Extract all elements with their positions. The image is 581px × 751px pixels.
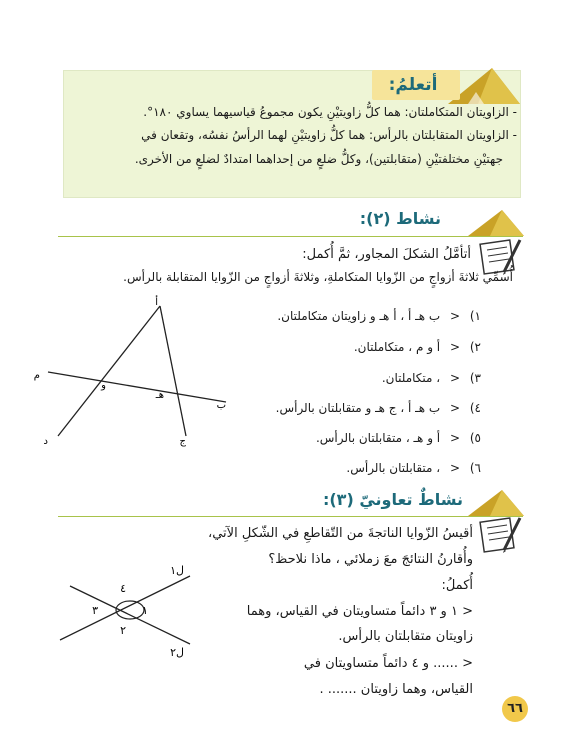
- angle-symbol: <: [462, 604, 473, 619]
- item-text: ، متقابلتان بالرأس.: [346, 461, 441, 475]
- line-text: ...... و ٤ دائماً متساويتان في: [303, 656, 458, 671]
- bullet-mark: -: [512, 105, 517, 119]
- line-l2: [70, 586, 190, 644]
- bullet-text: الزاويتان المتقابلتان بالرأس: هما كلُّ زاويتيْنِ لهما الرأسُ نفسُه، وتقعان في: [141, 128, 509, 142]
- item-number: ٤): [469, 401, 481, 415]
- activity3-line3: [247, 603, 473, 621]
- angle-symbol: <: [449, 371, 461, 385]
- label-alef: أ: [155, 297, 158, 308]
- item-text: ب هـ أ ، ج هـ و متقابلتان بالرأس.: [275, 401, 441, 415]
- label-angle-4: ٤: [120, 582, 126, 595]
- label-mim: م: [33, 370, 40, 381]
- page-number: ٦٦: [502, 696, 528, 722]
- activity2-intro: أتأمَّلُ الشكلَ المجاور، ثمَّ أُكمل:: [302, 247, 471, 262]
- activity2-item-6: [346, 459, 481, 477]
- activity2-item-5: [316, 429, 481, 447]
- bullet-mark: -: [512, 128, 517, 142]
- angle-symbol: <: [449, 340, 461, 354]
- label-l1: ل١: [170, 564, 184, 577]
- angle-symbol: <: [449, 431, 461, 445]
- item-text: أ و م ، متكاملتان.: [353, 340, 441, 354]
- label-ha: هـ: [155, 390, 164, 401]
- learn-title: أتعلمُ:: [388, 75, 438, 95]
- label-ba: ب: [216, 400, 226, 411]
- activity2-figure: [33, 297, 236, 458]
- learn-bullet-2-cont: جهتيْنِ مختلفتيْنِ (متقابلتين)، وكلُّ ضلعٍ من إحداهما امتدادٌ لضلعٍ من الأخرى.: [134, 152, 503, 166]
- angle-symbol: <: [449, 461, 461, 475]
- activity3-title: نشاطٌ تعاونيّ (٣):: [322, 490, 463, 509]
- activity2-item-1: [277, 307, 481, 325]
- activity3-figure: [56, 560, 206, 660]
- label-l2: ل٢: [170, 646, 184, 659]
- label-jim: ج: [179, 436, 186, 447]
- activity3-line2: وأُقارنُ النتائجَ معَ زملائي ، ماذا نلاحظ؟: [268, 552, 473, 567]
- line-m-b: [48, 372, 226, 402]
- activity3-line4: زاويتان متقابلتان بالرأس.: [338, 629, 473, 644]
- line-text: ١ و ٣ دائماً متساويتان في القياس، وهما: [246, 604, 458, 619]
- activity3-line6: القياس، وهما زاويتان ....... .: [319, 682, 473, 697]
- activity3-line1: أقيسُ الزّوايا الناتجةَ من التّقاطعِ في الشّكلِ الآتي،: [208, 526, 473, 541]
- line-a-d: [58, 306, 160, 436]
- activity2-item-4: [276, 399, 481, 417]
- notepad-pencil-icon: [478, 512, 522, 554]
- activity2-title: نشاط (٢):: [359, 209, 441, 228]
- item-number: ١): [469, 309, 481, 323]
- activity2-instruction: أُسمِّي ثلاثةَ أزواجٍ من الزّوايا المتكاملةِ، وثلاثةَ أزواجٍ من الزّوايا المتقابلة بالرأس.: [123, 270, 513, 284]
- item-text: ب هـ أ ، أ هـ و زاويتان متكاملتان.: [277, 309, 441, 323]
- angle-symbol: <: [449, 401, 461, 415]
- divider: [58, 516, 523, 517]
- label-angle-2: ٢: [120, 624, 126, 637]
- label-angle-1: ١: [142, 604, 148, 617]
- learn-bullet-2: [141, 126, 517, 144]
- label-waw: و: [101, 380, 106, 391]
- item-number: ٦): [469, 461, 481, 475]
- label-angle-3: ٣: [92, 604, 98, 617]
- learn-bullet-1: [143, 103, 517, 121]
- label-dal: د: [43, 436, 48, 447]
- line-a-j: [160, 306, 186, 436]
- bullet-text: الزاويتان المتكاملتان: هما كلُّ زاويتيْنِ يكون مجموعُ قياسيهما يساوي ١٨٠°.: [143, 105, 509, 119]
- divider: [58, 236, 523, 237]
- activity2-item-3: [382, 369, 481, 387]
- item-number: ٢): [469, 340, 481, 354]
- item-number: ٥): [469, 431, 481, 445]
- angle-symbol: <: [462, 656, 473, 671]
- activity2-item-2: [354, 338, 481, 356]
- angle-symbol: <: [449, 309, 461, 323]
- activity3-line5: [304, 655, 473, 673]
- item-text: أ و هـ ، متقابلتان بالرأس.: [315, 431, 441, 445]
- activity3-complete: أُكملُ:: [441, 578, 473, 593]
- item-number: ٣): [469, 371, 481, 385]
- item-text: ، متكاملتان.: [381, 371, 441, 385]
